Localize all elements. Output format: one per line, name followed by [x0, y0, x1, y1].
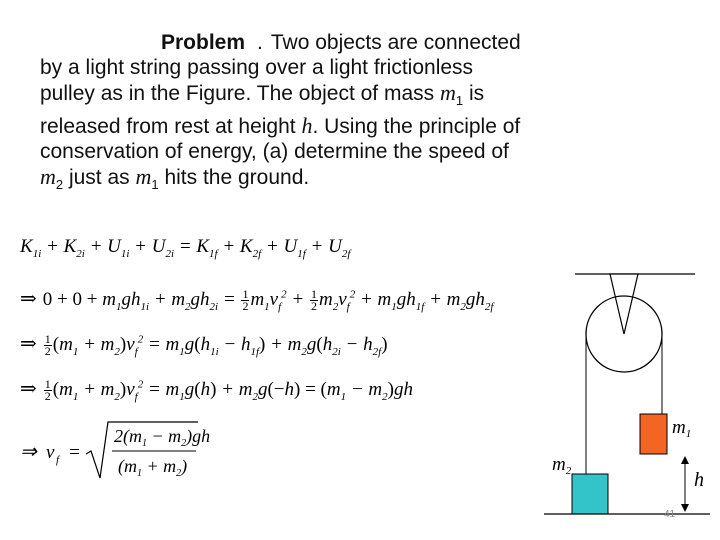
page-number: 41 [664, 509, 676, 520]
problem-title: Problem [161, 31, 246, 54]
problem-line-1: Problem . Two objects are connected [161, 31, 521, 54]
label-h: h [694, 469, 704, 491]
pulley-mount [610, 274, 638, 334]
svg-text:v: v [46, 442, 55, 463]
svg-text:f: f [56, 454, 60, 466]
equation-5 [20, 420, 260, 490]
label-m2: $m_2$ [552, 454, 572, 477]
svg-text:⇒: ⇒ [20, 441, 37, 463]
label-m1: $m_1$ [672, 417, 692, 440]
svg-text:(m1 + m2): $(m_1 + m_2)$ [118, 456, 188, 479]
equation-4: ⇒ $\frac{1}{2}$ $(m_1 + m_2)v_f^2 = m_1g(h) + m_2g(-h) = (m_1 - m_2)gh$ [20, 377, 413, 404]
equation-2: ⇒ $0 + 0 + m_1gh_{1i} + m_2gh_{2i}$ = $\frac{1}{2}$ $m_1v_f^2$ + $\frac{1}{2}$ $m_2v_f^2 + m_1gh_{1f} + m_2gh_{2f}$ [20, 287, 494, 314]
problem-line-5: conservation of energy, (a) determine the speed of [40, 140, 509, 164]
problem-line-2: by a light string passing over a light frictionless [40, 56, 474, 79]
problem-line-3: pulley as in the Figure. The object of mass $m_1$ is [40, 80, 485, 109]
height-arrow-down [681, 504, 689, 512]
problem-line-4: released from rest at height h. Using the principle of [40, 113, 521, 139]
equation-1: $K_{1i} + K_{2i} + U_{1i} + U_{2i} = K_{1f} + K_{2f} + U_{1f} + U_{2f}$ [20, 236, 351, 260]
pulley-diagram [530, 262, 710, 524]
svg-text:2(m1 − m2)gh: $2(m_1 - m_2)gh$ [114, 426, 211, 449]
svg-text:=: = [68, 442, 81, 463]
block-m1 [640, 414, 667, 454]
problem-statement [40, 30, 600, 197]
equation-3: ⇒ $\frac{1}{2}$ $(m_1 + m_2)v_f^2 = m_1g(h_{1i} - h_{1f}) + m_2g(h_{2i} - h_{2f})$ [20, 332, 388, 359]
problem-line-6: $m_2$ just as $m_1$ hits the ground. [40, 164, 310, 193]
height-arrow-up [681, 456, 689, 464]
block-m2 [572, 474, 608, 514]
sqrt-expression [20, 420, 260, 484]
